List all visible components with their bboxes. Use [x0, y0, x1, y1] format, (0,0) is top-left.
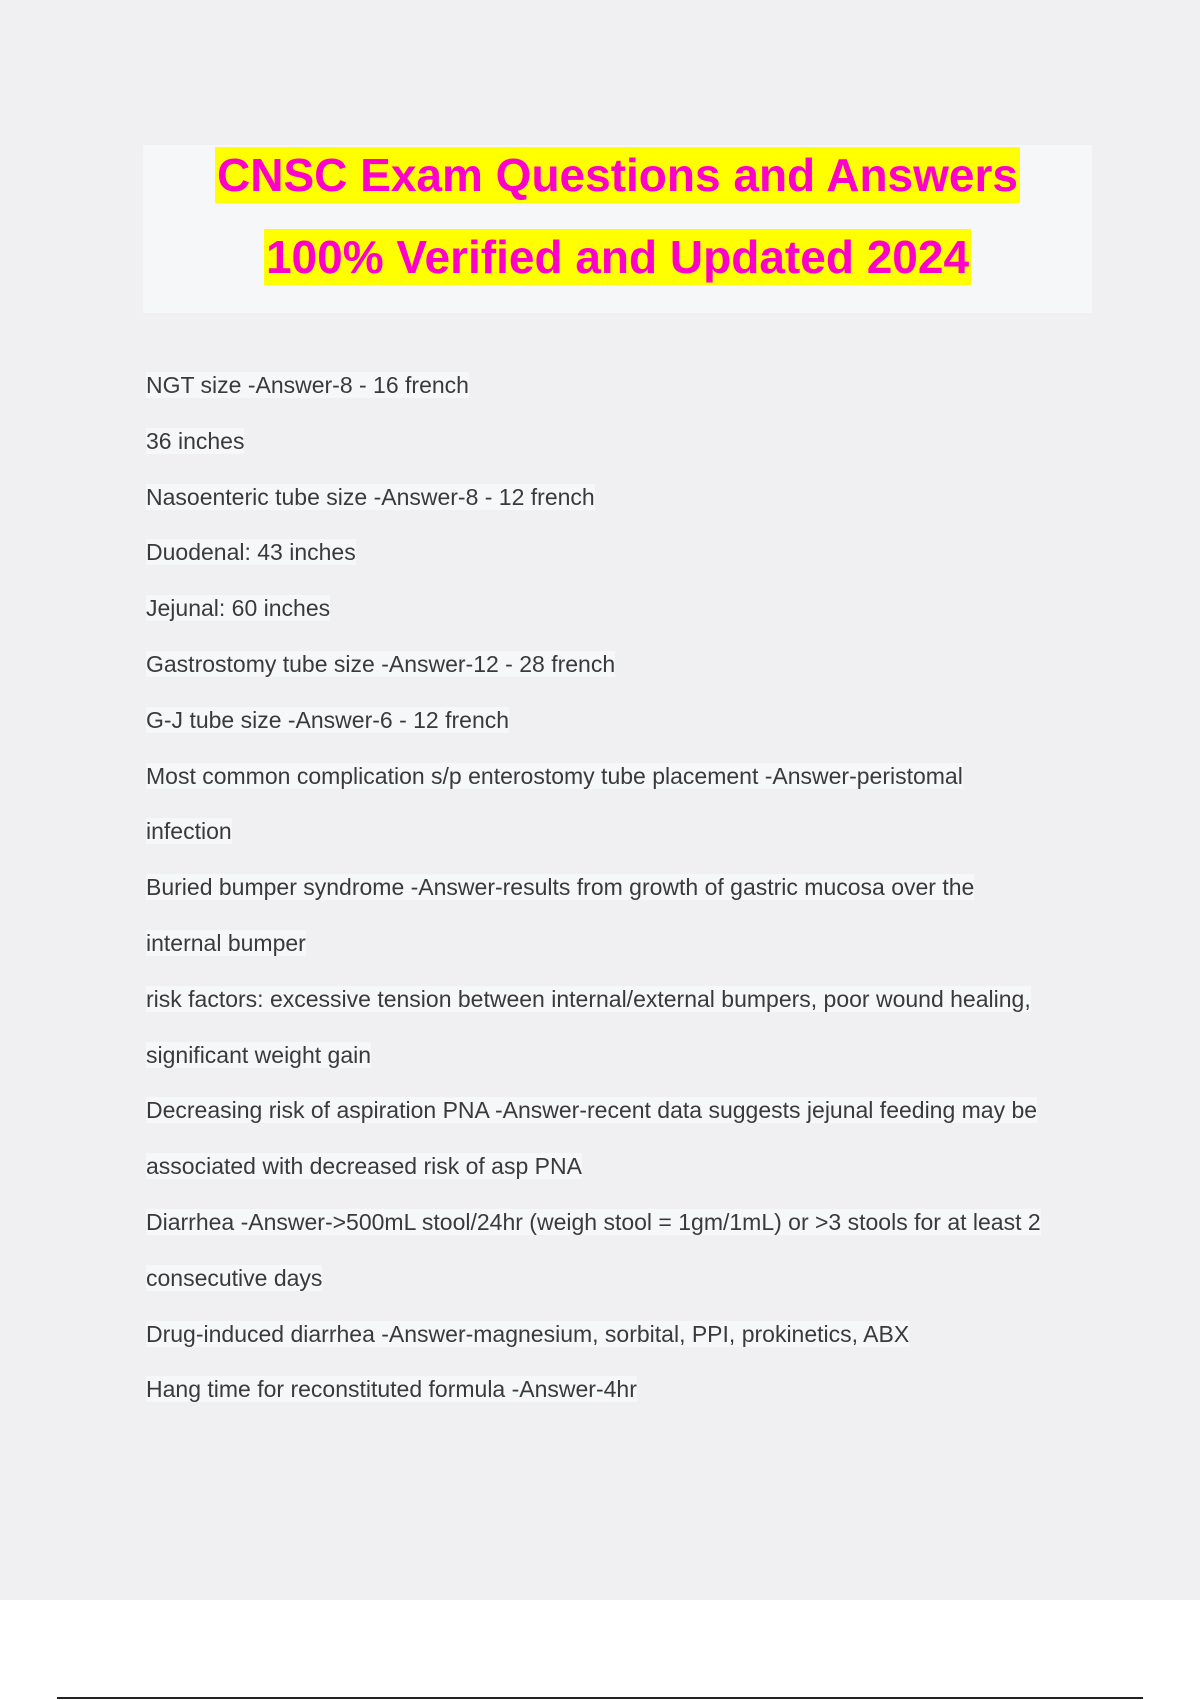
text-line: Most common complication s/p enterostomy tube placement -Answer-peristomal: [146, 762, 963, 789]
text-line: 36 inches: [146, 427, 245, 454]
text-line: associated with decreased risk of asp PNA: [146, 1153, 582, 1180]
text-line: significant weight gain: [146, 1041, 372, 1068]
text-line: Gastrostomy tube size -Answer-12 - 28 french: [146, 650, 616, 677]
text-line: Nasoenteric tube size -Answer-8 - 12 french: [146, 483, 595, 510]
text-line: G-J tube size -Answer-6 - 12 french: [146, 706, 510, 733]
title-line-1: CNSC Exam Questions and Answers: [217, 149, 1018, 201]
text-line: Buried bumper syndrome -Answer-results from growth of gastric mucosa over the: [146, 874, 975, 901]
text-line: consecutive days: [146, 1264, 323, 1291]
text-line: Jejunal: 60 inches: [146, 595, 331, 622]
title-line-2: 100% Verified and Updated 2024: [265, 231, 970, 283]
text-line: infection: [146, 818, 232, 845]
text-line: Decreasing risk of aspiration PNA -Answer-recent data suggests jejunal feeding may be: [146, 1097, 1038, 1124]
text-line: risk factors: excessive tension between internal/external bumpers, poor wound healing,: [146, 985, 1031, 1012]
title-block: [143, 145, 1092, 313]
footer-divider: [57, 1697, 1143, 1699]
text-line: Drug-induced diarrhea -Answer-magnesium, sorbital, PPI, prokinetics, ABX: [146, 1320, 910, 1347]
text-line: Duodenal: 43 inches: [146, 539, 356, 566]
text-line: NGT size -Answer-8 - 16 french: [146, 372, 469, 398]
text-line: Diarrhea -Answer->500mL stool/24hr (weigh stool = 1gm/1mL) or >3 stools for at least 2: [146, 1208, 1041, 1235]
text-line: Hang time for reconstituted formula -Answer-4hr: [146, 1376, 637, 1403]
qa-content: [146, 358, 1106, 1418]
text-line: internal bumper: [146, 929, 306, 956]
